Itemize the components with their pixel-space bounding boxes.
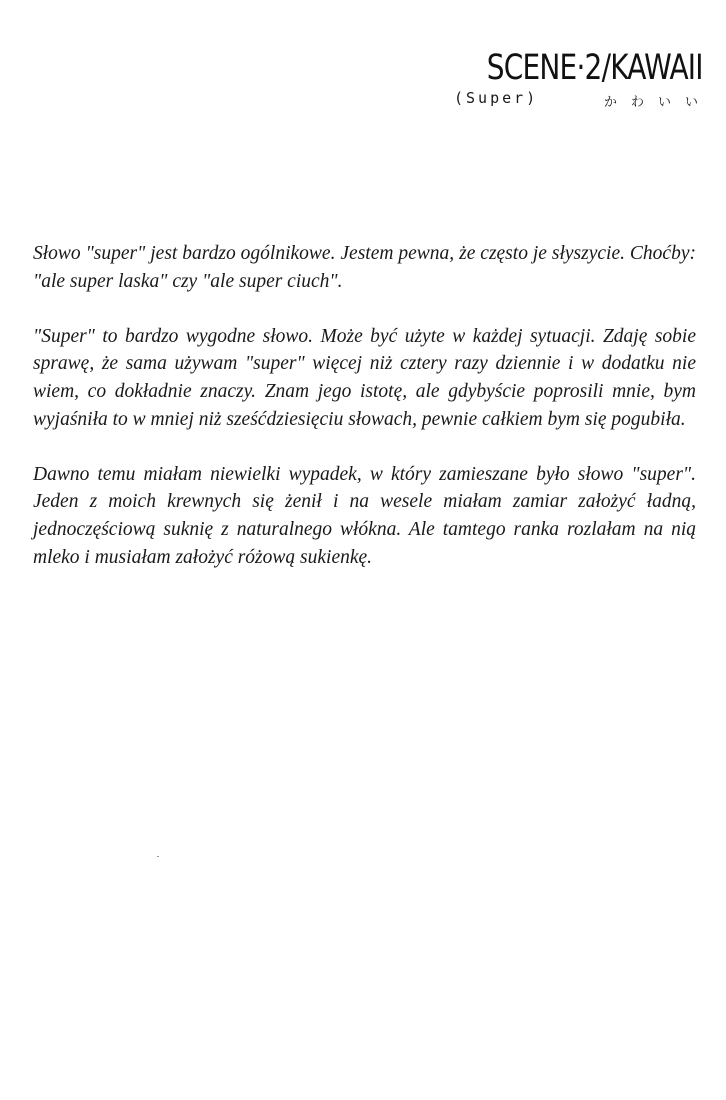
- subtitle-english: (Super): [454, 89, 539, 107]
- body-text: [33, 240, 696, 599]
- paragraph-2: "Super" to bardzo wygodne słowo. Może być użyte w każdej sytuacji. Zdaję sobie sprawę, że sama używam "super" więcej niż cztery razy dziennie i w dodatku nie wiem, co dokładnie znaczy. Znam jego istotę, ale gdybyście poprosili mnie, bym wyjaśniła to w mniej niż sześćdziesięciu słowach, pewnie całkiem bym się pogubiła.: [33, 325, 696, 430]
- chapter-title: SCENE·2/KAWAII: [486, 48, 703, 88]
- subtitle-japanese: かわいい: [603, 95, 712, 110]
- chapter-subtitle: [434, 89, 712, 113]
- scan-speck: [157, 856, 159, 857]
- paragraph-1: Słowo "super" jest bardzo ogólnikowe. Jestem pewna, że często je słyszycie. Choćby: "ale super laska" czy "ale super ciuch".: [33, 243, 696, 292]
- paragraph-3: Dawno temu miałam niewielki wypadek, w który zamieszane było słowo "super". Jeden z moich krewnych się żenił i na wesele miałam zamiar założyć ładną, jednoczęściową suknię z naturalnego włókna. Ale tamtego ranka rozlałam na nią mleko i musiałam założyć różową sukienkę.: [33, 463, 696, 568]
- chapter-header: [434, 46, 712, 113]
